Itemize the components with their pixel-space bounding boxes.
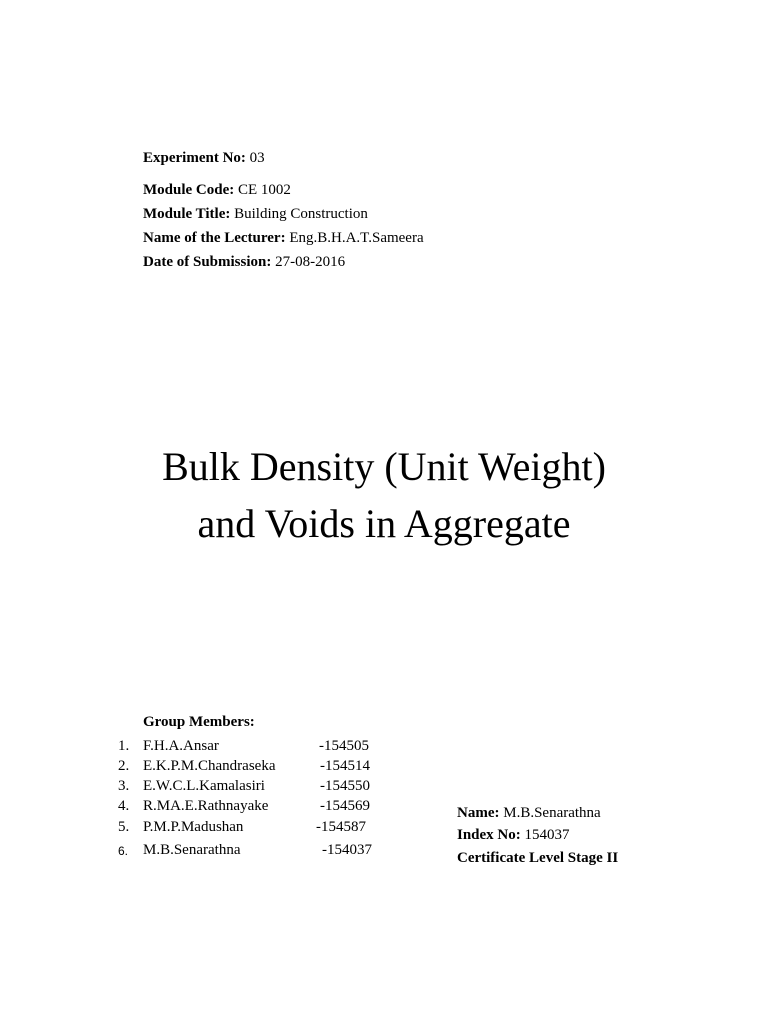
member-name: E.K.P.M.Chandraseka: [143, 758, 276, 774]
member-number: 6.: [118, 844, 129, 858]
experiment-number-label: Experiment No:: [143, 150, 246, 166]
module-title-value: Building Construction: [230, 206, 368, 222]
module-code-value: CE 1002: [234, 182, 291, 198]
member-number: 1.: [118, 738, 130, 754]
experiment-number: [143, 149, 265, 167]
member-index: -154587: [316, 819, 366, 835]
module-code-label: Module Code:: [143, 182, 235, 198]
member-index: -154505: [319, 738, 369, 754]
student-name-value: M.B.Senarathna: [499, 805, 601, 821]
student-index-label: Index No:: [457, 827, 521, 843]
module-title: [143, 205, 368, 223]
group-members-heading: Group Members:: [143, 714, 255, 730]
submission-date: [143, 253, 345, 271]
lecturer-name-label: Name of the Lecturer:: [143, 230, 286, 246]
member-number: 2.: [118, 758, 130, 774]
member-name: P.M.P.Madushan: [143, 819, 244, 835]
member-index: -154569: [320, 798, 370, 814]
member-number: 5.: [118, 819, 130, 835]
experiment-number-value: 03: [245, 150, 265, 166]
student-name-label: Name:: [457, 805, 500, 821]
member-index: -154550: [320, 778, 370, 794]
member-name: M.B.Senarathna: [143, 842, 241, 858]
lecturer-name-value: Eng.B.H.A.T.Sameera: [285, 230, 424, 246]
member-name: F.H.A.Ansar: [143, 738, 219, 754]
module-title-label: Module Title:: [143, 206, 231, 222]
member-name: E.W.C.L.Kamalasiri: [143, 778, 265, 794]
report-title-line-1: Bulk Density (Unit Weight): [162, 444, 606, 489]
report-title-line-2: and Voids in Aggregate: [197, 501, 571, 546]
certificate-level: Certificate Level Stage II: [457, 850, 619, 866]
member-number: 4.: [118, 798, 130, 814]
member-index: -154514: [320, 758, 370, 774]
student-name: [457, 804, 601, 822]
student-index: [457, 826, 570, 844]
member-number: 3.: [118, 778, 130, 794]
submission-date-label: Date of Submission:: [143, 254, 272, 270]
submission-date-value: 27-08-2016: [271, 254, 346, 270]
student-index-value: 154037: [520, 827, 570, 843]
module-code: [143, 181, 291, 199]
lecturer-name: [143, 229, 424, 247]
member-name: R.MA.E.Rathnayake: [143, 798, 269, 814]
member-index: -154037: [322, 842, 372, 858]
